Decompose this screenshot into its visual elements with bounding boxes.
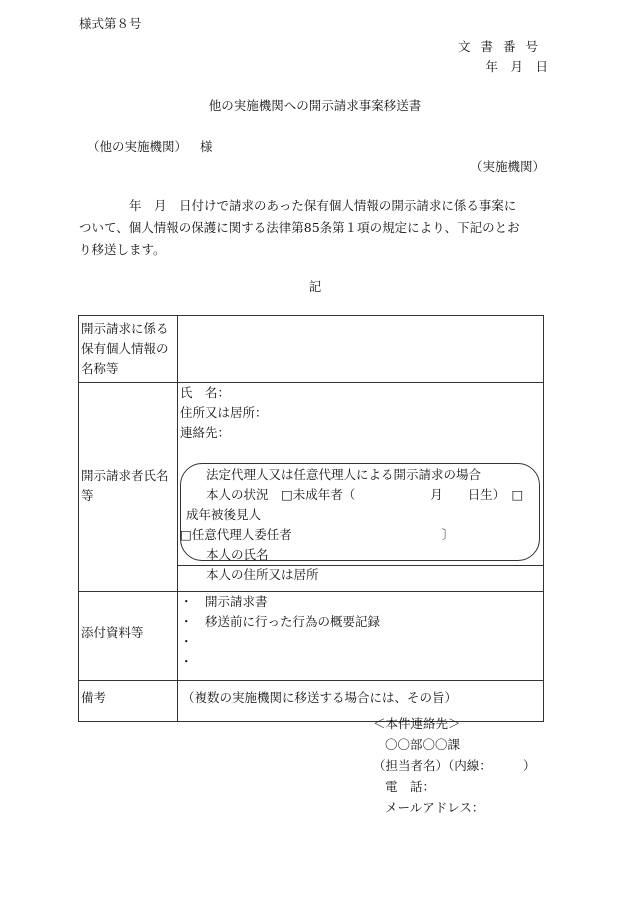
form-number: 様式第８号 xyxy=(79,16,142,31)
list-item: ・ 移送前に行った行為の概要記録 xyxy=(180,614,381,629)
adult-guardian: 成年被後見人 xyxy=(186,507,262,522)
requester-name: 氏 名： xyxy=(180,385,231,400)
requester-label: 開示請求者氏名等 xyxy=(79,383,178,592)
info-name-value[interactable] xyxy=(178,316,544,383)
contact-heading: ＜本件連絡先＞ xyxy=(373,716,461,731)
contact-person: （担当者名）（内線： ） xyxy=(373,758,536,773)
principal-name: 本人の氏名 xyxy=(206,547,269,562)
requester-details xyxy=(178,383,544,592)
contact-block xyxy=(373,713,536,818)
body-line-1: 年 月 日付けで請求のあった保有個人情報の開示請求に係る事案に xyxy=(79,198,517,213)
requester-contact: 連絡先： xyxy=(180,425,231,440)
sender-agency: （実施機関） xyxy=(469,159,545,174)
principal-status: 本人の状況 □未成年者（ 月 日生） □ xyxy=(206,487,524,502)
body-paragraph xyxy=(79,195,549,261)
attachments-label: 添付資料等 xyxy=(79,592,178,681)
proxy-heading: 法定代理人又は任意代理人による開示請求の場合 xyxy=(206,467,482,482)
principal-address: 本人の住所又は居所 xyxy=(206,567,319,582)
document-title: 他の実施機関への開示請求事案移送書 xyxy=(208,98,422,113)
body-line-3: り移送します。 xyxy=(79,242,166,257)
document-number-label: 文書番号 xyxy=(457,39,548,54)
date-label: 年 月 日 xyxy=(485,59,548,74)
addressee: （他の実施機関） xyxy=(87,139,188,154)
ki-heading: 記 xyxy=(308,279,322,294)
list-item: ・ 開示請求書 xyxy=(180,594,268,609)
table-row xyxy=(79,316,544,383)
transfer-table xyxy=(78,315,544,722)
remarks-value: （複数の実施機関に移送する場合には、その旨） xyxy=(178,681,544,722)
attachments-list xyxy=(178,592,544,681)
table-row xyxy=(79,592,544,681)
remarks-label: 備考 xyxy=(79,681,178,722)
info-name-label: 開示請求に係る保有個人情報の名称等 xyxy=(79,316,178,383)
contact-phone: 電 話： xyxy=(385,779,436,794)
table-row xyxy=(79,383,544,592)
body-line-2: ついて、個人情報の保護に関する法律第85条第１項の規定により、下記のとお xyxy=(79,220,520,235)
list-item: ・ xyxy=(180,654,193,669)
proxy-delegate: □任意代理人委任者 〕 xyxy=(180,527,455,542)
requester-address: 住所又は居所： xyxy=(180,405,268,420)
honorific: 様 xyxy=(200,139,213,154)
contact-email: メールアドレス： xyxy=(385,800,485,815)
list-item: ・ xyxy=(180,634,193,649)
contact-dept: 〇〇部〇〇課 xyxy=(385,737,461,752)
